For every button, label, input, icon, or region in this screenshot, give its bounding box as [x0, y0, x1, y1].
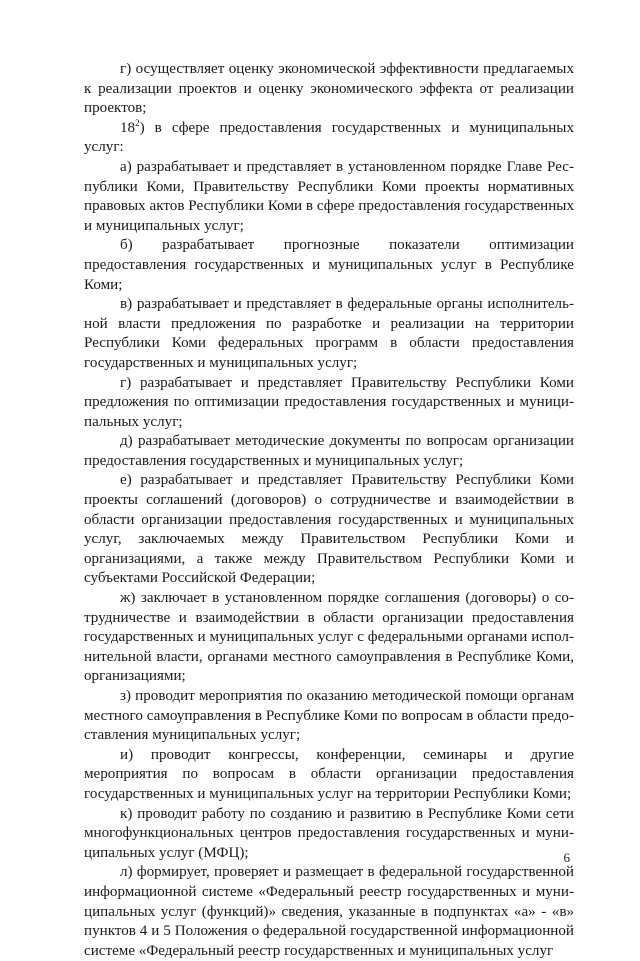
page-number: 6: [563, 850, 570, 865]
paragraph-l: л) формирует, проверяет и размещает в федеральной государственной информационной системе «Федеральный реестр государственных и муниципальных услуг (функций)» сведения, указанные в подпунктах «а» - «в» пунктов 4 и 5 Положения о федеральной государственной информационной системе «Федеральный реестр государственных и муниципальных услуг: [84, 864, 574, 959]
item-superscript: 2: [135, 117, 140, 128]
item-heading-text: в сфере предоставления государственных и муниципальных услуг:: [84, 119, 574, 156]
paragraph-g-economic: г) осуществляет оценку экономической эффективности предлагаемых к реализации проектов и оценку экономического эффекта от реализации проектов;: [84, 61, 574, 117]
paragraph-b: б) разрабатывает прогнозные показатели оптимизации предоставления государственных и муниципальных услуг в Республике Коми;: [84, 237, 574, 293]
paragraph-zh: ж) заключает в установленном порядке соглашения (договоры) о сотрудничестве и взаимодействии в области организации предоставления государственных и муниципальных услуг с федеральными органами исполнительной власти, органами местного самоуправления в Республике Коми, организациями;: [84, 590, 574, 685]
paragraph-d: д) разрабатывает методические документы по вопросам организации предоставления государственных и муниципальных услуг;: [84, 433, 574, 469]
paragraph-18-2-heading: $18^2$) в сфере предоставления государственных и муниципальных услуг:: [84, 117, 574, 156]
item-number: 18: [120, 119, 136, 136]
paragraph-g: г) разрабатывает и представляет Правительству Республики Коми предложения по оптимизации предоставления государственных и муниципальных услуг;: [84, 374, 574, 430]
paragraph-v: в) разрабатывает и представляет в федеральные органы исполнительной власти предложения по разработке и реализации на территории Республики Коми федеральных программ в области предоставления государственных и муниципальных услуг;: [84, 296, 574, 371]
paragraph-e: е) разрабатывает и представляет Правительству Республики Коми проекты соглашений (договоров) о сотрудничестве и взаимодействии в области организации предоставления государственных и муниципальных услуг, заключаемых между Правительством Республики Коми и организациями, а также между Правительством Республики Коми и субъектами Российской Федерации;: [84, 472, 574, 587]
paragraph-k: к) проводит работу по созданию и развитию в Республике Коми сети многофункциональных центров предоставления государственных и муниципальных услуг (МФЦ);: [84, 805, 574, 861]
paragraph-i: и) проводит конгрессы, конференции, семинары и другие мероприятия по вопросам в области организации предоставления государственных и муниципальных услуг на территории Республики Коми;: [84, 746, 574, 802]
paragraph-a: а) разрабатывает и представляет в установленном порядке Главе Республики Коми, Правительству Республики Коми проекты нормативных правовых актов Республики Коми в сфере предоставления государственных и муниципальных услуг;: [84, 158, 574, 234]
paragraph-z: з) проводит мероприятия по оказанию методической помощи органам местного самоуправления в Республике Коми по вопросам в области предоставления муниципальных услуг;: [84, 688, 574, 744]
